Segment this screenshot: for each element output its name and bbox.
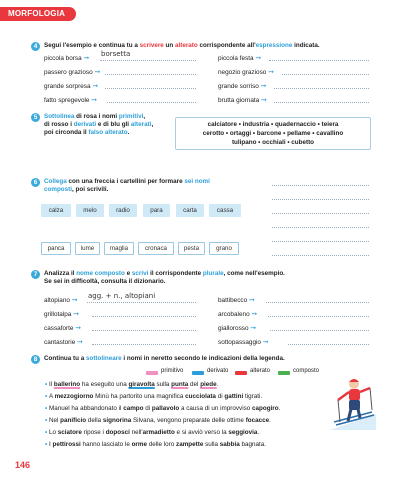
ex4-answer-line[interactable]	[105, 83, 196, 89]
sentence-4: • Nel panificio della signorina Silvana, vengono preparate delle ottime focacce.	[45, 417, 271, 424]
ex7-answer-line[interactable]	[87, 297, 196, 303]
exercise-6-number: 6	[31, 178, 40, 187]
legend-swatch-composto	[278, 371, 290, 375]
legend-swatch-alterato	[235, 371, 247, 375]
legend-swatch-primitivo	[146, 371, 158, 375]
word-card[interactable]: radio	[109, 204, 137, 217]
exercise-7-instructions: Analizza il nome composto e scrivi il corrispondente plurale, come nell'esempio. Se sei in difficoltà, consulta il dizionario.	[44, 270, 285, 285]
word-card[interactable]: carta	[176, 204, 204, 217]
ex7-left-item: cantastorie ➞	[44, 339, 83, 346]
bold-noun[interactable]: gattini	[224, 393, 244, 400]
bold-noun[interactable]: campo	[123, 405, 144, 412]
ex7-right-item: giallorosso ➞	[218, 325, 257, 332]
bold-noun[interactable]: focacce	[245, 417, 270, 424]
sentence-3: • Manuel ha abbandonato il campo di pallavolo a causa di un improvviso capogiro.	[45, 405, 281, 412]
bold-noun[interactable]: pallavolo	[151, 405, 180, 412]
word-card[interactable]: maglia	[104, 242, 134, 255]
word-row[interactable]: tulipano • occhiali • cubetto	[231, 139, 315, 146]
exercise-4-instructions: Segui l'esempio e continua tu a scrivere un alterato corrispondente all'espressione indicata.	[44, 42, 320, 49]
legend-label: primitivo	[161, 368, 184, 374]
bold-noun[interactable]: armadietto	[142, 429, 175, 436]
word-list-box	[175, 117, 371, 150]
word-row[interactable]: calciatore • industria • quadernaccio • teiera	[207, 121, 339, 128]
ex7-answer-line[interactable]	[268, 311, 369, 317]
ex4-left-item: piccola borsa ➞	[44, 55, 90, 62]
section-header	[0, 7, 76, 21]
ex7-right-item: arcobaleno ➞	[218, 311, 258, 318]
ex4-left-item: fatto spregevole ➞	[44, 97, 98, 104]
ex4-example-answer: borsetta	[101, 50, 131, 58]
bold-noun[interactable]: capogiro	[252, 405, 279, 412]
ex7-answer-line[interactable]	[270, 325, 369, 331]
word-card[interactable]: grano	[209, 242, 239, 255]
ex4-left-item: grande sorpresa ➞	[44, 83, 99, 90]
sentence-1: • Il ballerino ha eseguito una giravolta sulla punta del piede.	[45, 381, 219, 388]
word-row[interactable]: cerotto • ortaggi • barcone • pellame • cavallino	[202, 130, 344, 137]
bold-noun[interactable]: signorina	[102, 417, 132, 424]
ex7-example-answer: agg. + n., altopiani	[88, 292, 156, 300]
bold-noun[interactable]: punta	[171, 381, 189, 388]
bold-noun[interactable]: ballerino	[53, 381, 81, 388]
ex6-answer-line[interactable]	[272, 208, 369, 214]
ex7-answer-line[interactable]	[288, 339, 369, 345]
ex4-answer-line[interactable]	[282, 69, 369, 75]
bold-noun[interactable]: piede	[200, 381, 217, 388]
sentence-2: • A mezzogiorno Minù ha partorito una magnifica cucciolata di gattini tigrati.	[45, 393, 263, 400]
bold-noun[interactable]: orme	[131, 441, 147, 448]
ex7-answer-line[interactable]	[266, 297, 369, 303]
ex7-left-item: altopiano ➞	[44, 297, 78, 304]
sentence-6: • I pettirossi hanno lasciato le orme delle loro zampette sulla sabbia bagnata.	[45, 441, 267, 448]
legend-label: composto	[293, 368, 320, 374]
ex6-answer-line[interactable]	[272, 250, 369, 256]
skier-illustration	[330, 374, 376, 430]
exercise-8-instructions: Continua tu a sottolineare i nomi in neretto secondo le indicazioni della legenda.	[44, 355, 285, 362]
ex6-answer-line[interactable]	[272, 236, 369, 242]
ex7-left-item: grillotalpa ➞	[44, 311, 80, 318]
word-card[interactable]: para	[143, 204, 170, 217]
legend-label: alterato	[250, 368, 271, 374]
exercise-4-number: 4	[31, 42, 40, 51]
word-card[interactable]: melo	[76, 204, 104, 217]
word-card[interactable]: lume	[75, 242, 100, 255]
bold-noun[interactable]: sciatore	[57, 429, 82, 436]
ex6-answer-line[interactable]	[272, 222, 369, 228]
word-card[interactable]: cronaca	[138, 242, 174, 255]
ex4-left-item: passero grazioso ➞	[44, 69, 101, 76]
word-card[interactable]: calza	[41, 204, 71, 217]
section-title: MORFOLOGIA	[8, 9, 66, 18]
ex6-answer-line[interactable]	[272, 194, 369, 200]
word-card[interactable]: pesta	[178, 242, 205, 255]
legend-label: derivato	[207, 368, 229, 374]
word-card[interactable]: cassa	[209, 204, 241, 217]
page-number: 146	[15, 460, 31, 470]
exercise-8-number: 8	[31, 355, 40, 364]
ex7-answer-line[interactable]	[92, 339, 196, 345]
ex7-right-item: sottopassaggio ➞	[218, 339, 269, 346]
ex4-answer-line[interactable]	[107, 97, 196, 103]
bold-noun[interactable]: mezzogiorno	[54, 393, 94, 400]
exercise-5-number: 5	[31, 113, 40, 122]
ex7-answer-line[interactable]	[92, 311, 196, 317]
ex4-answer-line[interactable]	[269, 55, 369, 61]
exercise-6-instructions: Collega con una freccia i cartellini per formare sei nomi composti, poi scrivili.	[44, 178, 210, 193]
bold-noun[interactable]: cucciolata	[185, 393, 216, 400]
word-card[interactable]: panca	[41, 242, 71, 255]
ex4-right-item: piccola festa ➞	[218, 55, 262, 62]
ex4-right-item: negozio grazioso ➞	[218, 69, 274, 76]
legend-swatch-derivato	[192, 371, 204, 375]
ex4-right-item: brutta giornata ➞	[218, 97, 267, 104]
exercise-7-number: 7	[31, 270, 40, 279]
ex7-left-item: cassaforte ➞	[44, 325, 82, 332]
ex6-answer-line[interactable]	[272, 180, 369, 186]
ex4-right-item: grande sorriso ➞	[218, 83, 267, 90]
sentence-5: • Lo sciatore ripose i doposci nell'armadietto e si avviò verso la seggiovia.	[45, 429, 260, 436]
bold-noun[interactable]: giravolta	[128, 381, 155, 388]
ex7-right-item: battibecco ➞	[218, 297, 255, 304]
bold-noun[interactable]: pettirossi	[52, 441, 81, 448]
bold-noun[interactable]: zampette	[176, 441, 204, 448]
ex7-answer-line[interactable]	[92, 325, 196, 331]
ex4-answer-line[interactable]	[100, 55, 196, 61]
ex4-answer-line[interactable]	[274, 97, 369, 103]
ex4-answer-line[interactable]	[105, 69, 196, 75]
bold-noun[interactable]: doposci	[105, 429, 130, 436]
bold-noun[interactable]: sabbia	[219, 441, 240, 448]
ex4-answer-line[interactable]	[274, 83, 369, 89]
exercise-5-instructions: Sottolinea di rosa i nomi primitivi, di rosso i derivati e di blu gli alterati, poi circonda il falso alterato.	[44, 113, 154, 136]
bold-noun[interactable]: panificio	[60, 417, 87, 424]
bold-noun[interactable]: seggiovia	[228, 429, 258, 436]
